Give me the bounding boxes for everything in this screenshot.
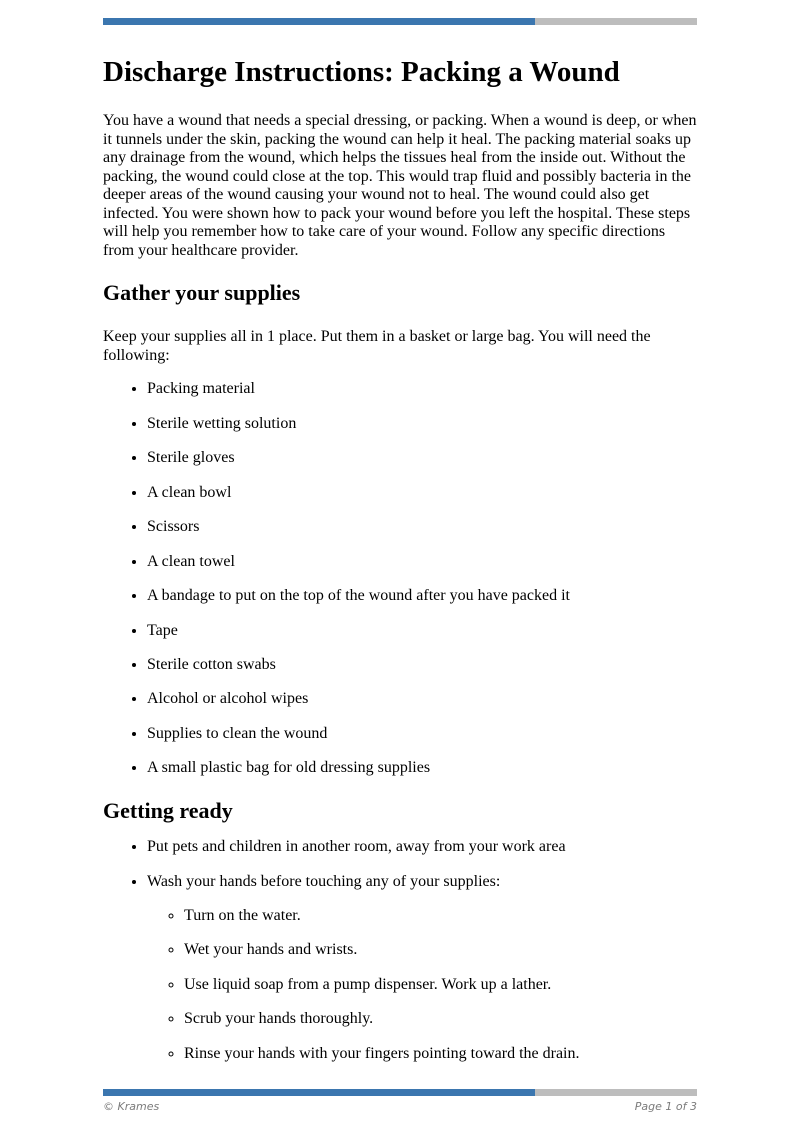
- supplies-list: [103, 380, 697, 778]
- sub-list-item: ◦ Rinse your hands with your fingers pointing toward the drain.: [184, 1045, 697, 1063]
- list-item: [147, 873, 697, 1064]
- footer-divider-blue-segment: [103, 1089, 535, 1096]
- list-item: • Alcohol or alcohol wipes: [147, 690, 697, 708]
- sub-list-item: ◦ Scrub your hands thoroughly.: [184, 1010, 697, 1028]
- list-item: • Tape: [147, 622, 697, 640]
- list-item: • A small plastic bag for old dressing supplies: [147, 759, 697, 777]
- list-item: • Sterile gloves: [147, 449, 697, 467]
- list-item-label: Wash your hands before touching any of your supplies:: [147, 872, 501, 890]
- sub-list-item: ◦ Turn on the water.: [184, 907, 697, 925]
- list-item: • A clean bowl: [147, 484, 697, 502]
- sub-list-item: ◦ Use liquid soap from a pump dispenser. Work up a lather.: [184, 976, 697, 994]
- getting-ready-list: [103, 838, 697, 1063]
- list-item: • Scissors: [147, 518, 697, 536]
- header-divider-blue-segment: [103, 18, 535, 25]
- list-item: • Sterile wetting solution: [147, 415, 697, 433]
- sub-list-item: ◦ Wet your hands and wrists.: [184, 941, 697, 959]
- intro-paragraph: You have a wound that needs a special dressing, or packing. When a wound is deep, or when it tunnels under the skin, packing the wound can help it heal. The packing material soaks up any drainage from the wound, which helps the tissues heal from the inside out. Without the packing, the wound could close at the top. This would trap fluid and possibly bacteria in the deeper areas of the wound causing your wound not to heal. The wound could also get infected. You were shown how to pack your wound before you left the hospital. These steps will help you remember how to take care of your wound. Follow any specific directions from your healthcare provider.: [103, 112, 697, 259]
- page-footer: [103, 1089, 697, 1113]
- footer-divider-gray-segment: [535, 1089, 697, 1096]
- section-heading-gather-supplies: Gather your supplies: [103, 280, 301, 306]
- header-divider-gray-segment: [535, 18, 697, 25]
- list-item: • Packing material: [147, 380, 697, 398]
- footer-divider-bar: [103, 1089, 697, 1096]
- list-item: • Supplies to clean the wound: [147, 725, 697, 743]
- list-item: • A bandage to put on the top of the wound after you have packed it: [147, 587, 697, 605]
- header-divider-bar: [103, 18, 697, 25]
- handwashing-substeps-list: [147, 907, 697, 1063]
- gather-lead-paragraph: Keep your supplies all in 1 place. Put them in a basket or large bag. You will need the following:: [103, 328, 651, 364]
- list-item: • Put pets and children in another room, away from your work area: [147, 838, 697, 856]
- list-item: • Sterile cotton swabs: [147, 656, 697, 674]
- footer-copyright: © Krames: [103, 1100, 160, 1113]
- footer-page-number: Page 1 of 3: [634, 1100, 697, 1113]
- section-heading-getting-ready: Getting ready: [103, 797, 233, 823]
- page-title: Discharge Instructions: Packing a Wound: [103, 56, 620, 88]
- list-item: • A clean towel: [147, 553, 697, 571]
